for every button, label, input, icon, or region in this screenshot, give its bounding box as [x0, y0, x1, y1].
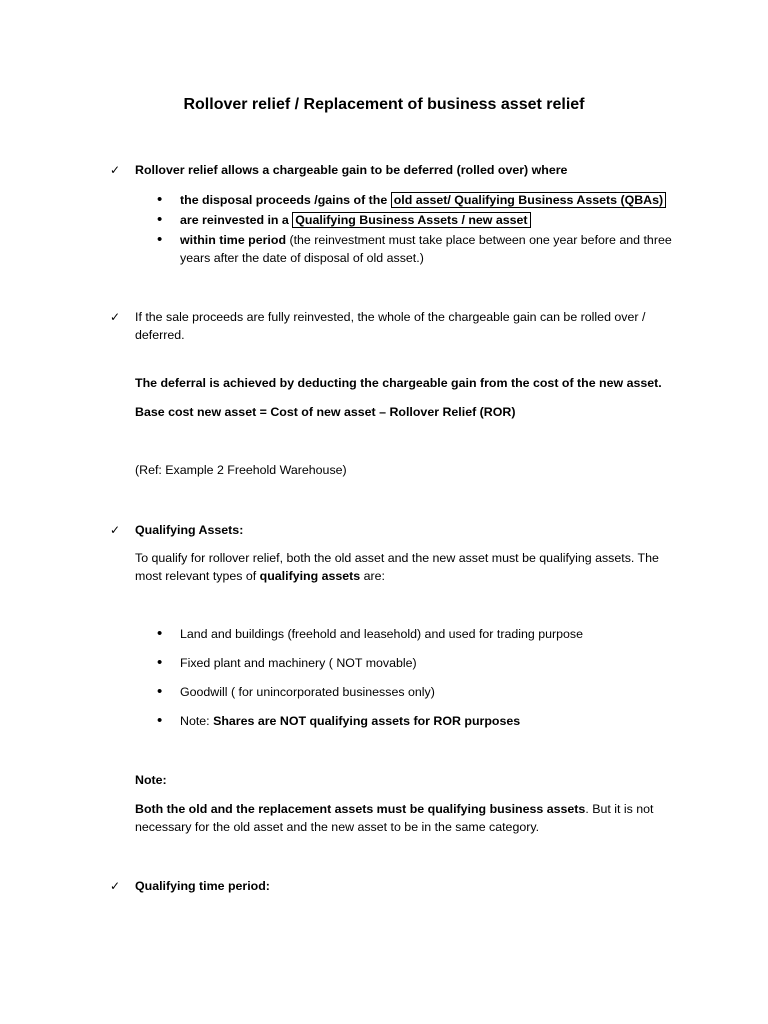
list-item-text: the disposal proceeds /gains of the: [180, 193, 391, 207]
note-rest-text: . But it is not necessary for the old asset and the new asset to be in the same category.: [135, 802, 654, 834]
check-mark-icon: ✓: [110, 310, 121, 324]
check-mark-icon: ✓: [110, 163, 121, 177]
reference-text: (Ref: Example 2 Freehold Warehouse): [135, 463, 347, 477]
bullet-icon: •: [157, 191, 163, 208]
list-item-note: [180, 712, 680, 730]
qualifying-assets-heading: Qualifying Assets:: [135, 523, 244, 537]
qualifying-assets-intro: [135, 549, 680, 585]
bullet-icon: •: [157, 683, 163, 700]
check-mark-icon: ✓: [110, 879, 121, 893]
qualifying-time-heading: Qualifying time period:: [135, 879, 270, 893]
note-prefix: Note:: [180, 714, 214, 728]
bullet-icon: •: [157, 625, 163, 642]
base-cost-formula: Base cost new asset = Cost of new asset – Rollover Relief (ROR): [135, 405, 516, 419]
boxed-term-new-asset: Qualifying Business Assets / new asset: [292, 212, 530, 228]
document-title: Rollover relief / Replacement of business asset relief: [183, 96, 585, 113]
list-item-time-period: [180, 231, 680, 267]
rollover-definition: Rollover relief allows a chargeable gain to be deferred (rolled over) where: [135, 163, 568, 177]
list-item: Fixed plant and machinery ( NOT movable): [180, 656, 417, 670]
intro-bold-text: qualifying assets: [259, 569, 361, 583]
bullet-icon: •: [157, 712, 163, 729]
bullet-icon: •: [157, 654, 163, 671]
boxed-term-old-asset: old asset/ Qualifying Business Assets (QBAs): [391, 192, 666, 208]
list-item-disposal: [180, 191, 680, 209]
bullet-icon: •: [157, 231, 163, 248]
deferral-text: The deferral is achieved by deducting the chargeable gain from the cost of the new asset.: [135, 376, 662, 390]
note-bold-text: Both the old and the replacement assets must be qualifying business assets: [135, 802, 586, 816]
intro-text: To qualify for rollover relief, both the old asset and the new asset must be qualifying assets. The most relevant types of: [135, 551, 659, 583]
list-item: Goodwill ( for unincorporated businesses only): [180, 685, 435, 699]
intro-text-end: are:: [360, 569, 385, 583]
list-item-text: (the reinvestment must take place between one year before and three years after the date of disposal of old asset.): [180, 233, 672, 265]
list-item: Land and buildings (freehold and leasehold) and used for trading purpose: [180, 627, 583, 641]
list-item-bold-text: within time period: [180, 233, 287, 247]
check-mark-icon: ✓: [110, 523, 121, 537]
note-label: Note:: [135, 773, 167, 787]
bullet-icon: •: [157, 211, 163, 228]
list-item-reinvested: [180, 211, 680, 229]
note-bold-text: Shares are NOT qualifying assets for ROR purposes: [213, 714, 521, 728]
full-reinvestment-text: If the sale proceeds are fully reinvested, the whole of the chargeable gain can be rolled over / deferred.: [135, 310, 646, 342]
note-text: [135, 800, 680, 836]
list-item-text: are reinvested in a: [180, 213, 293, 227]
